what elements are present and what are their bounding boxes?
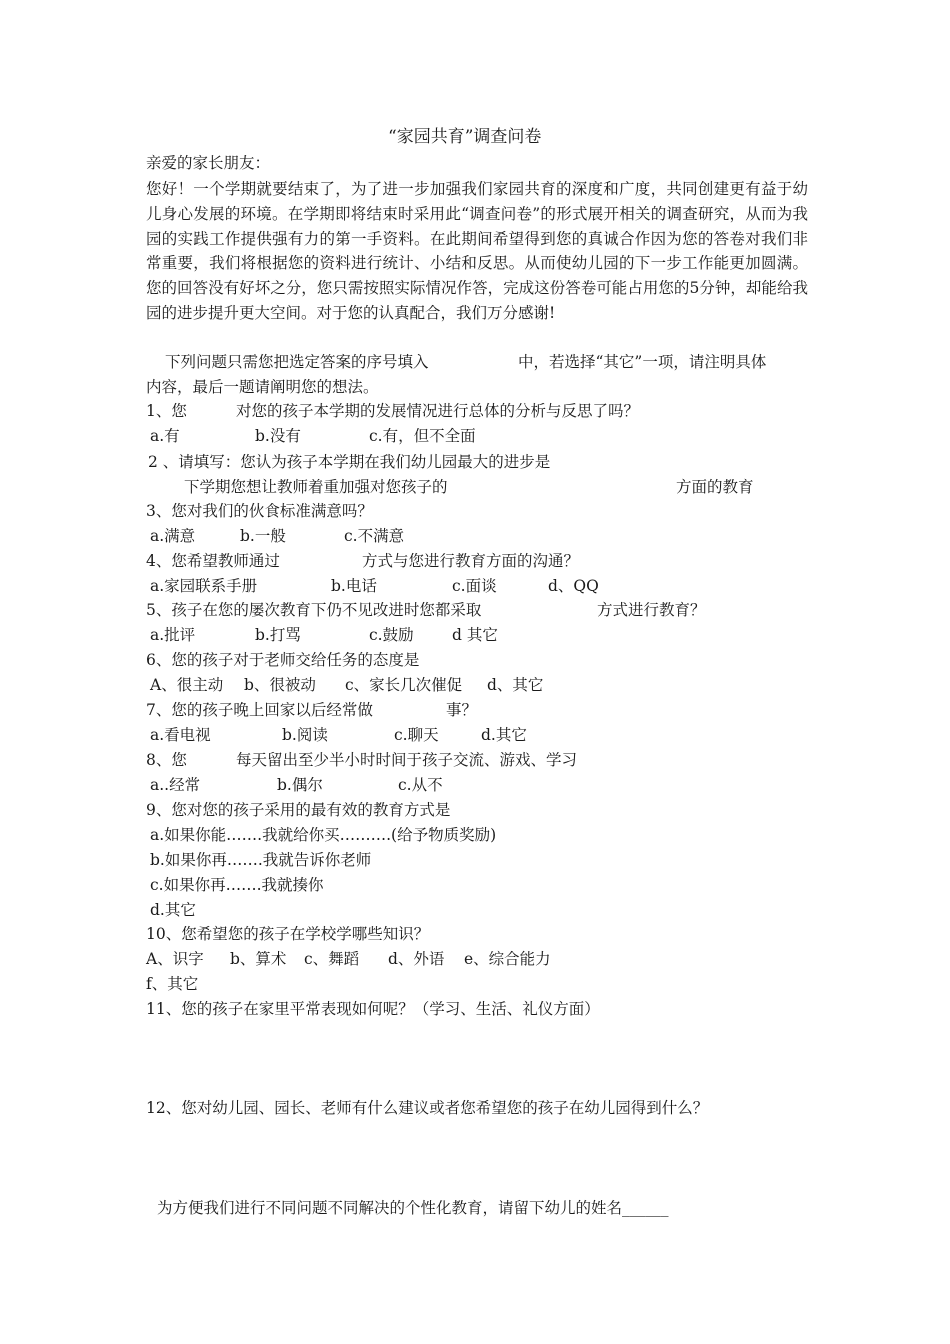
instructions-part1: 下列问题只需您把选定答案的序号填入 bbox=[165, 353, 429, 371]
q5-option-b: b.打骂 bbox=[255, 626, 301, 644]
q9-option-a: a.如果你能…….我就给你买……….(给予物质奖励) bbox=[150, 826, 497, 844]
q3-option-b: b.一般 bbox=[240, 527, 286, 545]
q4-option-a: a.家园联系手册 bbox=[150, 577, 258, 595]
instructions-line2: 内容，最后一题请阐明您的想法。 bbox=[146, 378, 379, 396]
q12-text: 12、您对幼儿园、园长、老师有什么建议或者您希望您的孩子在幼儿园得到什么？ bbox=[146, 1099, 709, 1117]
q6-text: 6、您的孩子对于老师交给任务的态度是 bbox=[146, 651, 420, 669]
q5-prefix: 5、孩子在您的屡次教育下仍不见改进时您都采取 bbox=[146, 601, 482, 619]
q8-option-c: c.从不 bbox=[398, 776, 443, 794]
q1-option-c: c.有，但不全面 bbox=[369, 427, 476, 445]
q3-option-c: c.不满意 bbox=[344, 527, 405, 545]
q8-option-a: a..经常 bbox=[150, 776, 201, 794]
q9-option-d: d.其它 bbox=[150, 901, 196, 919]
q11-text: 11、您的孩子在家里平常表现如何呢？（学习、生活、礼仪方面） bbox=[146, 1000, 600, 1018]
q8-text: 每天留出至少半小时时间于孩子交流、游戏、学习 bbox=[236, 751, 578, 769]
q3-text: 3、您对我们的伙食标准满意吗？ bbox=[146, 502, 373, 520]
q10-option-c: c、舞蹈 bbox=[304, 950, 360, 968]
q5-option-d: d 其它 bbox=[452, 626, 498, 644]
q1-option-a: a.有 bbox=[150, 427, 180, 445]
q4-option-c: c.面谈 bbox=[452, 577, 497, 595]
q9-option-b: b.如果你再…….我就告诉你老师 bbox=[150, 851, 372, 869]
q1-prefix: 1、您 bbox=[146, 402, 187, 420]
greeting: 亲爱的家长朋友： bbox=[146, 154, 271, 172]
q4-option-d: d、QQ bbox=[548, 577, 599, 595]
q4-option-b: b.电话 bbox=[331, 577, 377, 595]
q6-option-c: c、家长几次催促 bbox=[345, 676, 463, 694]
q2-line1: 2 、请填写：您认为孩子本学期在我们幼儿园最大的进步是 bbox=[148, 453, 551, 471]
q9-text: 9、您对您的孩子采用的最有效的教育方式是 bbox=[146, 801, 451, 819]
q3-option-a: a.满意 bbox=[150, 527, 196, 545]
q8-option-b: b.偶尔 bbox=[277, 776, 323, 794]
q8-prefix: 8、您 bbox=[146, 751, 187, 769]
q1-text: 对您的孩子本学期的发展情况进行总体的分析与反思了吗？ bbox=[236, 402, 640, 420]
q7-text: 事？ bbox=[446, 701, 478, 719]
q10-text: 10、您希望您的孩子在学校学哪些知识？ bbox=[146, 925, 430, 943]
q9-option-c: c.如果你再…….我就揍你 bbox=[150, 876, 324, 894]
q7-option-a: a.看电视 bbox=[150, 726, 211, 744]
q5-option-c: c.鼓励 bbox=[369, 626, 414, 644]
q7-prefix: 7、您的孩子晚上回家以后经常做 bbox=[146, 701, 373, 719]
q1-option-b: b.没有 bbox=[255, 427, 301, 445]
q10-option-d: d、外语 bbox=[388, 950, 445, 968]
q7-option-d: d.其它 bbox=[481, 726, 527, 744]
q5-text: 方式进行教育？ bbox=[597, 601, 706, 619]
q10-option-e: e、综合能力 bbox=[464, 950, 551, 968]
q4-prefix: 4、您希望教师通过 bbox=[146, 552, 280, 570]
q5-option-a: a.批评 bbox=[150, 626, 196, 644]
q6-option-d: d、其它 bbox=[487, 676, 544, 694]
q2-line2-left: 下学期您想让教师着重加强对您孩子的 bbox=[184, 478, 448, 496]
closing-line: 为方便我们进行不同问题不同解决的个性化教育，请留下幼儿的姓名______ bbox=[157, 1199, 669, 1217]
q7-option-c: c.聊天 bbox=[394, 726, 439, 744]
q7-option-b: b.阅读 bbox=[282, 726, 328, 744]
q6-option-b: b、很被动 bbox=[244, 676, 316, 694]
q6-option-a: A、很主动 bbox=[150, 676, 224, 694]
instructions-part2: 中，若选择“其它”一项，请注明具体 bbox=[518, 353, 767, 371]
q10-option-b: b、算术 bbox=[230, 950, 287, 968]
q10-option-f: f、其它 bbox=[146, 975, 199, 993]
q4-text: 方式与您进行教育方面的沟通？ bbox=[362, 552, 580, 570]
q10-option-a: A、识字 bbox=[146, 950, 204, 968]
page-title: “家园共育”调查问卷 bbox=[388, 127, 542, 147]
intro-paragraph: 您好！一个学期就要结束了，为了进一步加强我们家园共育的深度和广度，共同创建更有益于幼儿身心发展的环境。在学期即将结束时采用此“调查问卷”的形式展开相关的调查研究，从而为我园的实践工作提供强有力的第一手资料。在此期间希望得到您的真诚合作因为您的答卷对我们非常重要，我们将根据您的资料进行统计、小结和反思。从而使幼儿园的下一步工作能更加圆满。您的回答没有好坏之分，您只需按照实际情况作答，完成这份答卷可能占用您的5分钟，却能给我园的进步提升更大空间。对于您的认真配合，我们万分感谢! bbox=[146, 180, 808, 322]
q2-line2-right: 方面的教育 bbox=[676, 478, 754, 496]
